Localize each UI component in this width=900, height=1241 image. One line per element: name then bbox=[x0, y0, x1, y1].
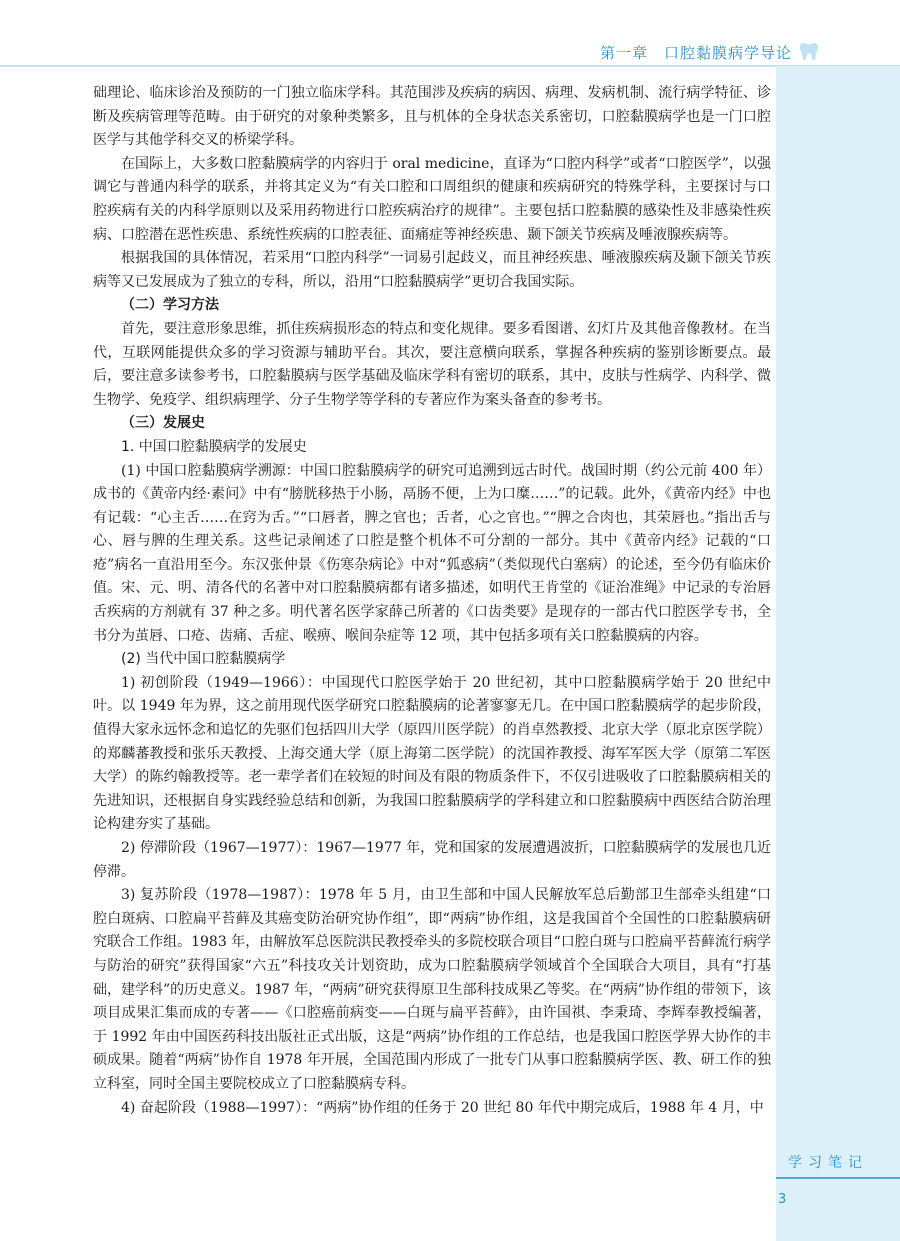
paragraph: 2) 停滞阶段（1967—1977）：1967—1977 年，党和国家的发展遭遇波折，口腔黏膜病学的发展也几近停滞。 bbox=[93, 840, 771, 880]
tooth-icon bbox=[798, 40, 820, 62]
page-header bbox=[0, 0, 900, 70]
notes-sidebar bbox=[776, 66, 900, 1241]
paragraph: 4) 奋起阶段（1988—1997）：“两病”协作组的任务于 20 世纪 80 年代中期完成后，1988 年 4 月，中 bbox=[121, 1099, 764, 1116]
notes-divider bbox=[776, 1177, 900, 1179]
section-heading-study-method: （二）学习方法 bbox=[121, 297, 219, 314]
body-text bbox=[93, 82, 771, 1120]
paragraph: (1) 中国口腔黏膜病学溯源：中国口腔黏膜病学的研究可追溯到远古时代。战国时期（约公元前 400 年）成书的《黄帝内经·素问》中有“膀胱移热于小肠，鬲肠不便，上为口糜……”的记载。此外，《黄帝内经》中也有记载：“心主舌……在窍为舌。”“口唇者，脾之官也；舌者，心之官也。”“脾之合肉也，其荣唇也。”指出舌与心、唇与脾的生理关系。这些记录阐述了口腔是整个机体不可分割的一部分。其中《黄帝内经》记载的“口疮”病名一直沿用至今。东汉张仲景《伤寒杂病论》中对“狐惑病”（类似现代白塞病）的论述，至今仍有临床价值。宋、元、明、清各代的名著中对口腔黏膜病都有诸多描述，如明代王肯堂的《证治准绳》中记录的专治唇舌疾病的方剂就有 37 种之多。明代著名医学家薛己所著的《口齿类要》是现存的一部古代口腔医学专书，全书分为茧唇、口疮、齿痛、舌症、喉痹、喉间杂症等 12 项，其中包括多项有关口腔黏膜病的内容。 bbox=[93, 462, 771, 644]
paragraph: 首先，要注意形象思维，抓住疾病损形态的特点和变化规律。要多看图谱、幻灯片及其他音像教材。在当代，互联网能提供众多的学习资源与辅助平台。其次，要注意横向联系，掌握各种疾病的鉴别诊断要点。最后，要注意多读参考书，口腔黏膜病与医学基础及临床学科有密切的联系，其中，皮肤与性病学、内科学、微生物学、免疫学、组织病理学、分子生物学等学科的专著应作为案头备查的参考书。 bbox=[93, 320, 771, 408]
study-notes-label: 学习笔记 bbox=[788, 1155, 868, 1171]
chapter-title: 第一章 口腔黏膜病学导论 bbox=[599, 44, 792, 62]
paragraph: 3) 复苏阶段（1978—1987）：1978 年 5 月，由卫生部和中国人民解放军总后勤部卫生部牵头组建“口腔白斑病、口腔扁平苔藓及其癌变防治研究协作组”，即“两病”协作组，这是我国首个全国性的口腔黏膜病研究联合工作组。1983 年，由解放军总医院洪民教授牵头的多院校联合项目“口腔白斑与口腔扁平苔藓流行病学与防治的研究”获得国家“六五”科技攻关计划资助，成为口腔黏膜病学领域首个全国联合大项目，具有“打基础，建学科”的历史意义。1987 年，“两病”研究获得原卫生部科技成果乙等奖。在“两病”协作组的带领下，该项目成果汇集而成的专著——《口腔癌前病变——白斑与扁平苔藓》，由许国祺、李秉琦、李辉奉教授编著，于 1992 年由中国医药科技出版社正式出版，这是“两病”协作组的工作总结，也是我国口腔医学界大协作的丰硕成果。随着“两病”协作自 1978 年开展，全国范围内形成了一批专门从事口腔黏膜病学医、教、研工作的独立科室，同时全国主要院校成立了口腔黏膜病专科。 bbox=[93, 887, 771, 1092]
header-rule bbox=[0, 65, 900, 67]
paragraph: 1) 初创阶段（1949—1966）：中国现代口腔医学始于 20 世纪初，其中口腔黏膜病学始于 20 世纪中叶。以 1949 年为界，这之前用现代医学研究口腔黏膜病的论著寥寥无几。在中国口腔黏膜病学的起步阶段，值得大家永远怀念和追忆的先驱们包括四川大学（原四川医学院）的肖卓然教授、北京大学（原北京医学院）的郑麟蕃教授和张乐天教授、上海交通大学（原上海第二医学院）的沈国祚教授、海军军医大学（原第二军医大学）的陈约翰教授等。老一辈学者们在较短的时间及有限的物质条件下，不仅引进吸收了口腔黏膜病相关的先进知识，还根据自身实践经验总结和创新，为我国口腔黏膜病学的学科建立和口腔黏膜病中西医结合防治理论构建夯实了基础。 bbox=[93, 674, 771, 833]
page-number: 3 bbox=[778, 1192, 787, 1207]
paragraph: 根据我国的具体情况，若采用“口腔内科学”一词易引起歧义，而且神经疾患、唾液腺疾病及颞下颌关节疾病等又已发展成为了独立的专科，所以，沿用“口腔黏膜病学”更切合我国实际。 bbox=[93, 250, 771, 290]
section-heading-history: （三）发展史 bbox=[121, 415, 205, 432]
subheading-modern-china: (2) 当代中国口腔黏膜病学 bbox=[121, 651, 286, 668]
paragraph: 础理论、临床诊治及预防的一门独立临床学科。其范围涉及疾病的病因、病理、发病机制、流行病学特征、诊断及疾病管理等范畴。由于研究的对象种类繁多，且与机体的全身状态关系密切，口腔黏膜病学也是一门口腔医学与其他学科交叉的桥梁学科。 bbox=[93, 85, 771, 149]
paragraph: 在国际上，大多数口腔黏膜病学的内容归于 oral medicine，直译为“口腔内科学”或者“口腔医学”，以强调它与普通内科学的联系，并将其定义为“有关口腔和口周组织的健康和疾病研究的特殊学科，主要探讨与口腔疾病有关的内科学原则以及采用药物进行口腔疾病治疗的规律”。主要包括口腔黏膜的感染性及非感染性疾病、口腔潜在恶性疾患、系统性疾病的口腔表征、面痛症等神经疾患、颞下颌关节疾病及唾液腺疾病等。 bbox=[93, 155, 771, 243]
subheading-china-history: 1. 中国口腔黏膜病学的发展史 bbox=[121, 438, 307, 455]
